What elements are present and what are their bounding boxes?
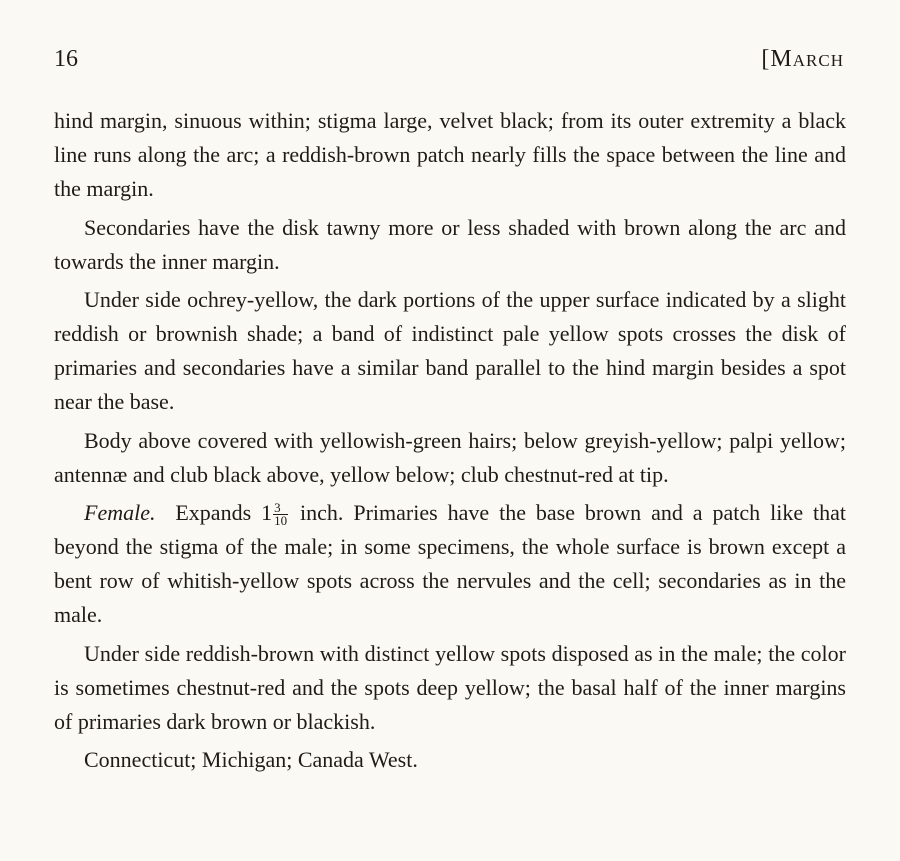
paragraph-secondaries: Secondaries have the disk tawny more or less shaded with brown along the arc and towards the inner margin. [54,214,846,274]
paragraph-locality: Connecticut; Michigan; Canada West. [84,747,418,772]
paragraph-continuation: hind margin, sinuous within; stigma large, velvet black; from its outer extremity a black line runs along the arc; a reddish-brown patch nearly fills the space between the line and the margin. [54,108,846,201]
running-head: [March [761,46,844,72]
page-header [54,42,844,76]
paragraph-female [54,496,846,632]
female-expands-text: Expands 1 [175,500,273,525]
paragraph-body: Body above covered with yellowish-green hairs; below greyish-yellow; palpi yellow; antennæ and club black above, yellow below; club chestnut-red at tip. [54,427,846,487]
fraction [273,502,288,527]
female-description-text: inch. Primaries have the base brown and a patch like that beyond the stigma of the male; in some specimens, the whole surface is brown except a bent row of whitish-yellow spots across the nervules and the cell; secondaries as in the male. [54,500,847,627]
body-text [54,104,846,782]
paragraph-female-under-side: Under side reddish-brown with distinct yellow spots disposed as in the male; the color is sometimes chestnut-red and the spots deep yellow; the basal half of the inner margins of primaries dark brown or blackish. [54,640,846,734]
fraction-denominator: 10 [274,513,288,529]
paragraph-under-side: Under side ochrey-yellow, the dark portions of the upper surface indicated by a slight reddish or brownish shade; a band of indistinct pale yellow spots crosses the disk of primaries and secondaries have a similar band parallel to the hind margin besides a spot near the base. [54,287,846,414]
page-number: 16 [54,46,78,72]
fraction-numerator: 3 [273,502,288,515]
female-label: Female. [84,500,156,525]
